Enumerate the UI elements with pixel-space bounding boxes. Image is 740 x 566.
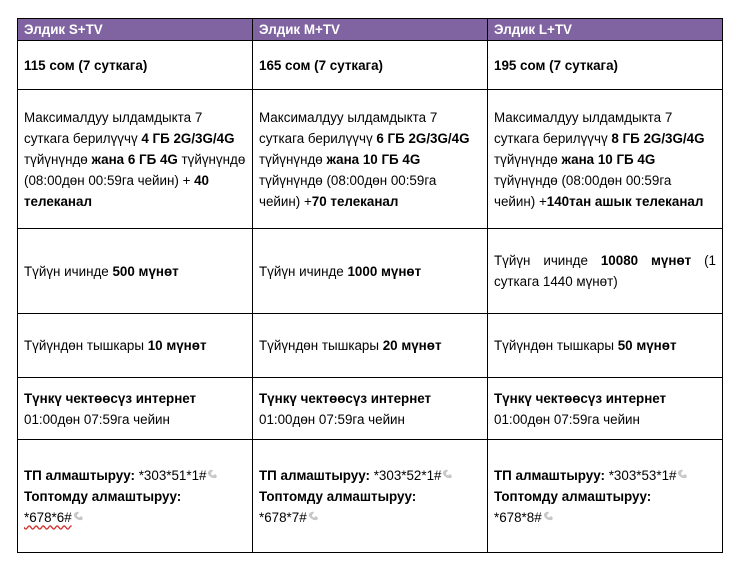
price-cell: 165 сом (7 суткага) [253,41,488,90]
description-cell [18,90,253,229]
on-net-value: 10080 мүнөт [600,253,692,268]
off-net-minutes-cell [18,314,253,378]
on-net-label: Түйүн ичинде [24,263,113,279]
desc-tv-channels: 40 телеканал [24,172,210,209]
off-net-minutes-row [18,314,723,378]
desc-tv-channels: 140тан ашык телеканал [546,193,704,209]
phone-handset-icon [308,511,320,521]
desc-text: түйүнүндө (08:00дөн 00:59га чейин) + [259,172,437,209]
desc-tv-channels: 70 телеканал [311,193,399,209]
desc-4g-amount: жана 6 ГБ 4G [91,151,178,167]
off-net-value: 10 мүнөт [147,338,207,353]
package-change-code[interactable]: *678*7# [259,509,307,525]
package-change-code[interactable]: *678*6# [24,509,72,525]
phone-handset-icon [442,469,454,479]
off-net-label: Түйүндөн тышкары [259,338,383,353]
night-internet-cell [488,378,723,440]
desc-4g-amount: жана 10 ГБ 4G [561,151,656,167]
on-net-value: 500 мүнөт [112,263,179,279]
tariff-table [17,18,723,553]
phone-handset-icon [677,469,689,479]
package-change-label: Топтомду алмаштыруу: [24,488,182,504]
desc-text: Максималдуу ылдамдыкта 7 суткага берилүүчү [259,109,438,146]
description-row [18,90,723,229]
tp-change-code[interactable]: *303*51*1# [135,467,207,483]
phone-handset-icon [73,511,85,521]
off-net-minutes-cell [253,314,488,378]
phone-handset-icon [207,469,219,479]
on-net-minutes-row [18,229,723,314]
package-change-label: Топтомду алмаштыруу: [494,488,652,504]
desc-text: Максималдуу ылдамдыкта 7 суткага берилүүчү [494,109,673,146]
package-change-label: Топтомду алмаштыруу: [259,488,417,504]
on-net-label: Түйүн ичинде [494,253,601,268]
night-internet-title: Түнкү чектөөсүз интернет [494,390,667,406]
codes-cell [488,440,723,553]
tp-change-label: ТП алмаштыруу: [259,467,370,483]
tp-change-label: ТП алмаштыруу: [24,467,135,483]
column-title: Элдик M+TV [253,19,488,41]
desc-text: Максималдуу ылдамдыкта 7 суткага берилүүчү [24,109,203,146]
desc-data-amount: 6 ГБ 2G/3G/4G [376,130,470,146]
desc-text: түйүнүндө [494,151,562,167]
desc-data-amount: 4 ГБ 2G/3G/4G [141,130,235,146]
phone-handset-icon [543,511,555,521]
tp-change-code[interactable]: *303*52*1# [370,467,442,483]
tp-change-code[interactable]: *303*53*1# [605,467,677,483]
tp-change-label: ТП алмаштыруу: [494,467,605,483]
on-net-minutes-cell [488,229,723,314]
on-net-value: 1000 мүнөт [347,263,422,279]
night-internet-title: Түнкү чектөөсүз интернет [259,390,432,406]
price-row [18,41,723,90]
desc-text: түйүнүндө (08:00дөн 00:59га чейин) + [24,151,246,188]
codes-row [18,440,723,553]
off-net-label: Түйүндөн тышкары [494,338,618,353]
night-internet-time: 01:00дөн 07:59га чейин [259,411,405,427]
column-title: Элдик S+TV [18,19,253,41]
night-internet-title: Түнкү чектөөсүз интернет [24,390,197,406]
on-net-minutes-cell [18,229,253,314]
desc-data-amount: 8 ГБ 2G/3G/4G [611,130,705,146]
desc-text: түйүнүндө [24,151,92,167]
codes-cell [253,440,488,553]
on-net-minutes-cell [253,229,488,314]
description-cell [488,90,723,229]
night-internet-time: 01:00дөн 07:59га чейин [24,411,170,427]
header-row [18,19,723,41]
night-internet-cell [253,378,488,440]
night-internet-row [18,378,723,440]
night-internet-cell [18,378,253,440]
price-cell: 115 сом (7 суткага) [18,41,253,90]
codes-cell [18,440,253,553]
column-title: Элдик L+TV [488,19,723,41]
off-net-minutes-cell [488,314,723,378]
on-net-label: Түйүн ичинде [259,263,348,279]
on-net-note: (1 суткага 1440 мүнөт) [494,253,716,289]
night-internet-time: 01:00дөн 07:59га чейин [494,411,640,427]
desc-4g-amount: жана 10 ГБ 4G [326,151,421,167]
off-net-value: 20 мүнөт [382,338,442,353]
desc-text: түйүнүндө [259,151,327,167]
description-cell [253,90,488,229]
package-change-code[interactable]: *678*8# [494,509,542,525]
price-cell: 195 сом (7 суткага) [488,41,723,90]
off-net-label: Түйүндөн тышкары [24,338,148,353]
desc-text: түйүнүндө (08:00дөн 00:59га чейин) + [494,172,672,209]
off-net-value: 50 мүнөт [617,338,677,353]
